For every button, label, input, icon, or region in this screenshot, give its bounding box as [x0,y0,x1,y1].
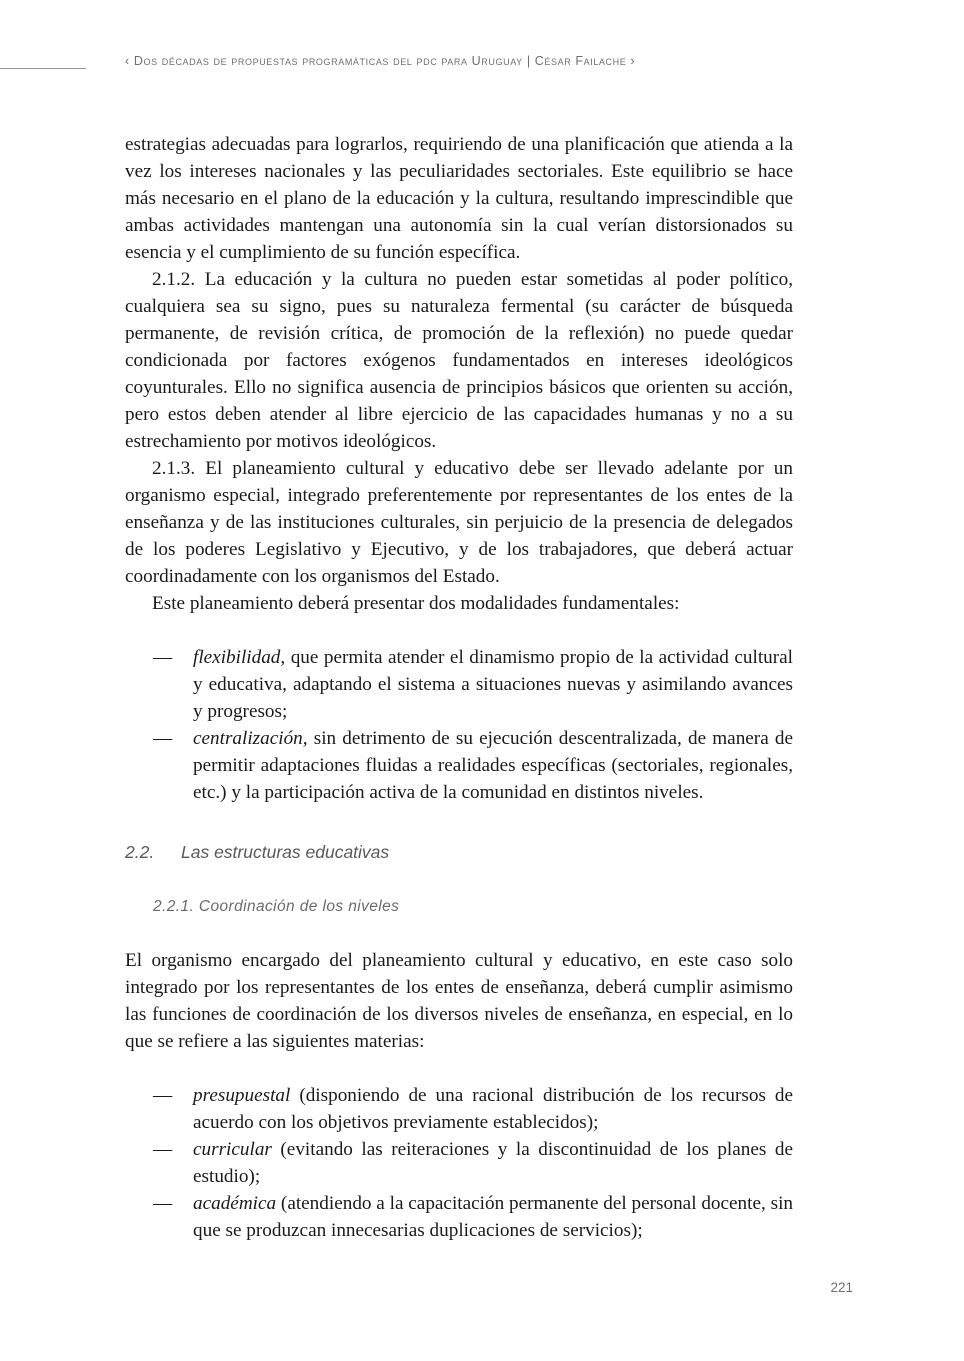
section-title: Las estructuras educativas [181,842,390,862]
header-right-mark: › [630,54,636,68]
list-text: (disponiendo de una racional distribución de los recursos de acuerdo con los objetivos previamente establecidos); [193,1085,793,1133]
dash-bullet: — [153,1193,173,1214]
section-number: 2.2. [125,842,155,862]
page-number: 221 [830,1280,853,1295]
dash-bullet: — [153,728,173,749]
header-left-mark: ‹ [125,54,130,68]
paragraph: 2.1.3. El planeamiento cultural y educativo debe ser llevado adelante por un organismo especial, integrado preferentemente por representantes de los entes de la enseñanza y de las instituciones culturales, sin perjuicio de la presencia de delegados de los poderes Legislativo y Ejecutivo, y de los trabajadores, que deberá actuar coordinadamente con los organismos del Estado. [125,458,793,587]
list-term: presupuestal [193,1085,291,1106]
list-item [125,1136,793,1190]
dash-bullet: — [153,647,173,668]
list-text: que permita atender el dinamismo propio de la actividad cultural y educativa, adaptando el sistema a situaciones nuevas y asimilando avances y progresos; [193,647,793,722]
header-rule [0,68,86,69]
paragraph: estrategias adecuadas para lograrlos, requiriendo de una planificación que atienda a la vez los intereses nacionales y las peculiaridades sectoriales. Este equilibrio se hace más necesario en el plano de la educación y la cultura, resultando imprescindible que ambas actividades mantengan una autonomía sin la cual verían distorsionados su esencia y el cumplimiento de su función específica. [125,134,793,263]
list-term: académica [193,1193,277,1214]
modalities-list [125,644,793,806]
list-term: flexibilidad, [193,647,286,668]
header-title: Dos décadas de propuestas programáticas del pdc para Uruguay [133,54,523,68]
dash-bullet: — [153,1139,173,1160]
list-term: curricular [193,1139,272,1160]
list-item [125,1190,793,1244]
paragraph: El organismo encargado del planeamiento cultural y educativo, en este caso solo integrado por los representantes de los entes de enseñanza, deberá cumplir asimismo las funciones de coordinación de los diversos niveles de enseñanza, en especial, en lo que se refiere a las siguientes materias: [125,950,793,1052]
list-text: sin detrimento de su ejecución descentralizada, de manera de permitir adaptaciones fluidas a realidades específicas (sectoriales, regionales, etc.) y la participación activa de la comunidad en distintos niveles. [193,728,793,803]
header-separator: | [526,54,531,68]
dash-bullet: — [153,1085,173,1106]
paragraph: 2.1.2. La educación y la cultura no pueden estar sometidas al poder político, cualquiera sea su signo, pues su naturaleza fermental (su carácter de búsqueda permanente, de revisión crítica, de promoción de la reflexión) no puede quedar condicionada por factores exógenos fundamentados en intereses ideológicos coyunturales. Ello no significa ausencia de principios básicos que orienten su acción, pero estos deben atender al libre ejercicio de las capacidades humanas y no a su estrechamiento por motivos ideológicos. [125,269,793,452]
paragraph: Este planeamiento deberá presentar dos modalidades fundamentales: [152,593,680,614]
subsection-number: 2.2.1. [153,898,195,915]
list-text: (atendiendo a la capacitación permanente del personal docente, sin que se produzcan innecesarias duplicaciones de servicios); [193,1193,793,1241]
section-heading [125,839,793,866]
coordination-list [125,1082,793,1244]
list-term: centralización, [193,728,308,749]
list-item [125,644,793,725]
subsection-heading [125,893,793,920]
list-text: (evitando las reiteraciones y la discontinuidad de los planes de estudio); [193,1139,793,1187]
header-author: César Failache [534,54,627,68]
list-item [125,1082,793,1136]
main-text [125,131,793,1244]
list-item [125,725,793,806]
running-header [125,54,825,68]
subsection-title: Coordinación de los niveles [198,898,400,915]
